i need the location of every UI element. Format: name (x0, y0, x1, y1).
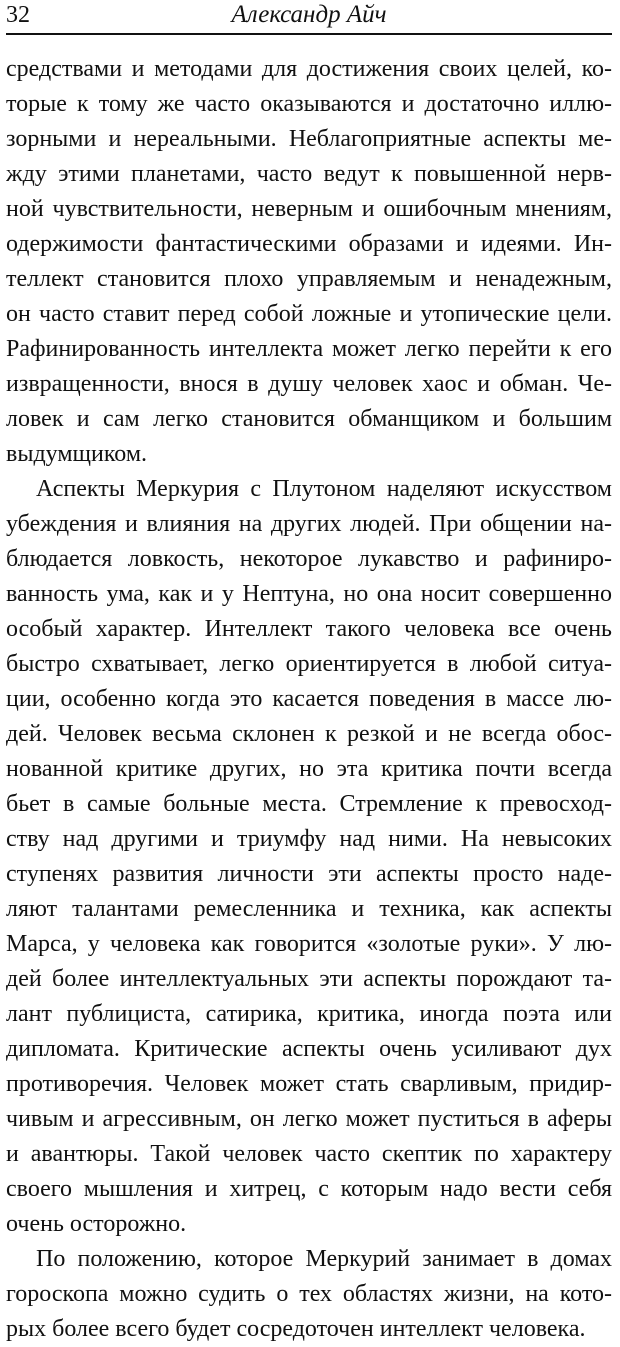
text-line: блюдается ловкость, некоторое лукавство и рафиниро- (6, 546, 612, 572)
text-line: ступенях развития личности эти аспекты просто наде- (6, 861, 612, 887)
text-line: ляют талантами ремесленника и техника, как аспекты (6, 896, 612, 922)
text-line: зорными и нереальными. Неблагоприятные аспекты ме- (6, 126, 612, 152)
text-line: Рафинированность интеллекта может легко перейти к его (6, 336, 612, 362)
text-line: выдумщиком. (6, 441, 148, 467)
paragraph (6, 472, 612, 1242)
text-line: гороскопа можно судить о тех областях жизни, на кото- (6, 1281, 612, 1307)
text-line: дипломата. Критические аспекты очень усиливают дух (6, 1036, 612, 1062)
text-line: убеждения и влияния на других людей. При общении на- (6, 511, 612, 537)
header-rule (6, 33, 612, 35)
text-line: лант публициста, сатирика, критика, иногда поэта или (6, 1001, 612, 1027)
body-text (6, 52, 612, 1347)
text-line: извращенности, внося в душу человек хаос и обман. Че- (6, 371, 612, 397)
text-line: Марса, у человека как говорится «золотые руки». У лю- (6, 931, 612, 957)
paragraph (6, 52, 612, 472)
text-line: своего мышления и хитрец, с которым надо вести себя (6, 1176, 612, 1202)
text-line: противоречия. Человек может стать сварливым, придир- (6, 1071, 612, 1097)
text-line: рых более всего будет сосредоточен интеллект человека. (6, 1316, 586, 1342)
text-line: средствами и методами для достижения своих целей, ко- (6, 56, 612, 82)
text-line: очень осторожно. (6, 1211, 187, 1237)
text-line: ванность ума, как и у Нептуна, но она носит совершенно (6, 581, 612, 607)
text-line: жду этими планетами, часто ведут к повышенной нерв- (6, 161, 612, 187)
text-line: нованной критике других, но эта критика почти всегда (6, 756, 612, 782)
text-line: ловек и сам легко становится обманщиком и большим (6, 406, 612, 432)
book-author: Александр Айч (231, 1, 387, 28)
text-line: дей более интеллектуальных эти аспекты порождают та- (6, 966, 612, 992)
text-line: и авантюры. Такой человек часто скептик по характеру (6, 1141, 612, 1167)
text-line: ной чувствительности, неверным и ошибочным мнениям, (6, 196, 612, 222)
text-line: ству над другими и триумфу над ними. На невысоких (6, 826, 612, 852)
text-line: Аспекты Меркурия с Плутоном наделяют искусством (36, 476, 612, 502)
text-line: одержимости фантастическими образами и идеями. Ин- (6, 231, 612, 257)
page-number: 32 (6, 2, 30, 28)
text-line: чивым и агрессивным, он легко может пуститься в аферы (6, 1106, 612, 1132)
text-line: быстро схватывает, легко ориентируется в любой ситуа- (6, 651, 612, 677)
text-line: теллект становится плохо управляемым и ненадежным, (6, 266, 612, 292)
text-line: дей. Человек весьма склонен к резкой и не всегда обос- (6, 721, 612, 747)
paragraph (6, 1242, 612, 1347)
text-line: По положению, которое Меркурий занимает в домах (36, 1246, 612, 1272)
text-line: он часто ставит перед собой ложные и утопические цели. (6, 301, 612, 327)
text-line: особый характер. Интеллект такого человека все очень (6, 616, 612, 642)
running-head (6, 0, 612, 34)
text-line: ции, особенно когда это касается поведения в массе лю- (6, 686, 612, 712)
text-line: бьет в самые больные места. Стремление к превосход- (6, 791, 612, 817)
text-line: торые к тому же часто оказываются и достаточно иллю- (6, 91, 612, 117)
